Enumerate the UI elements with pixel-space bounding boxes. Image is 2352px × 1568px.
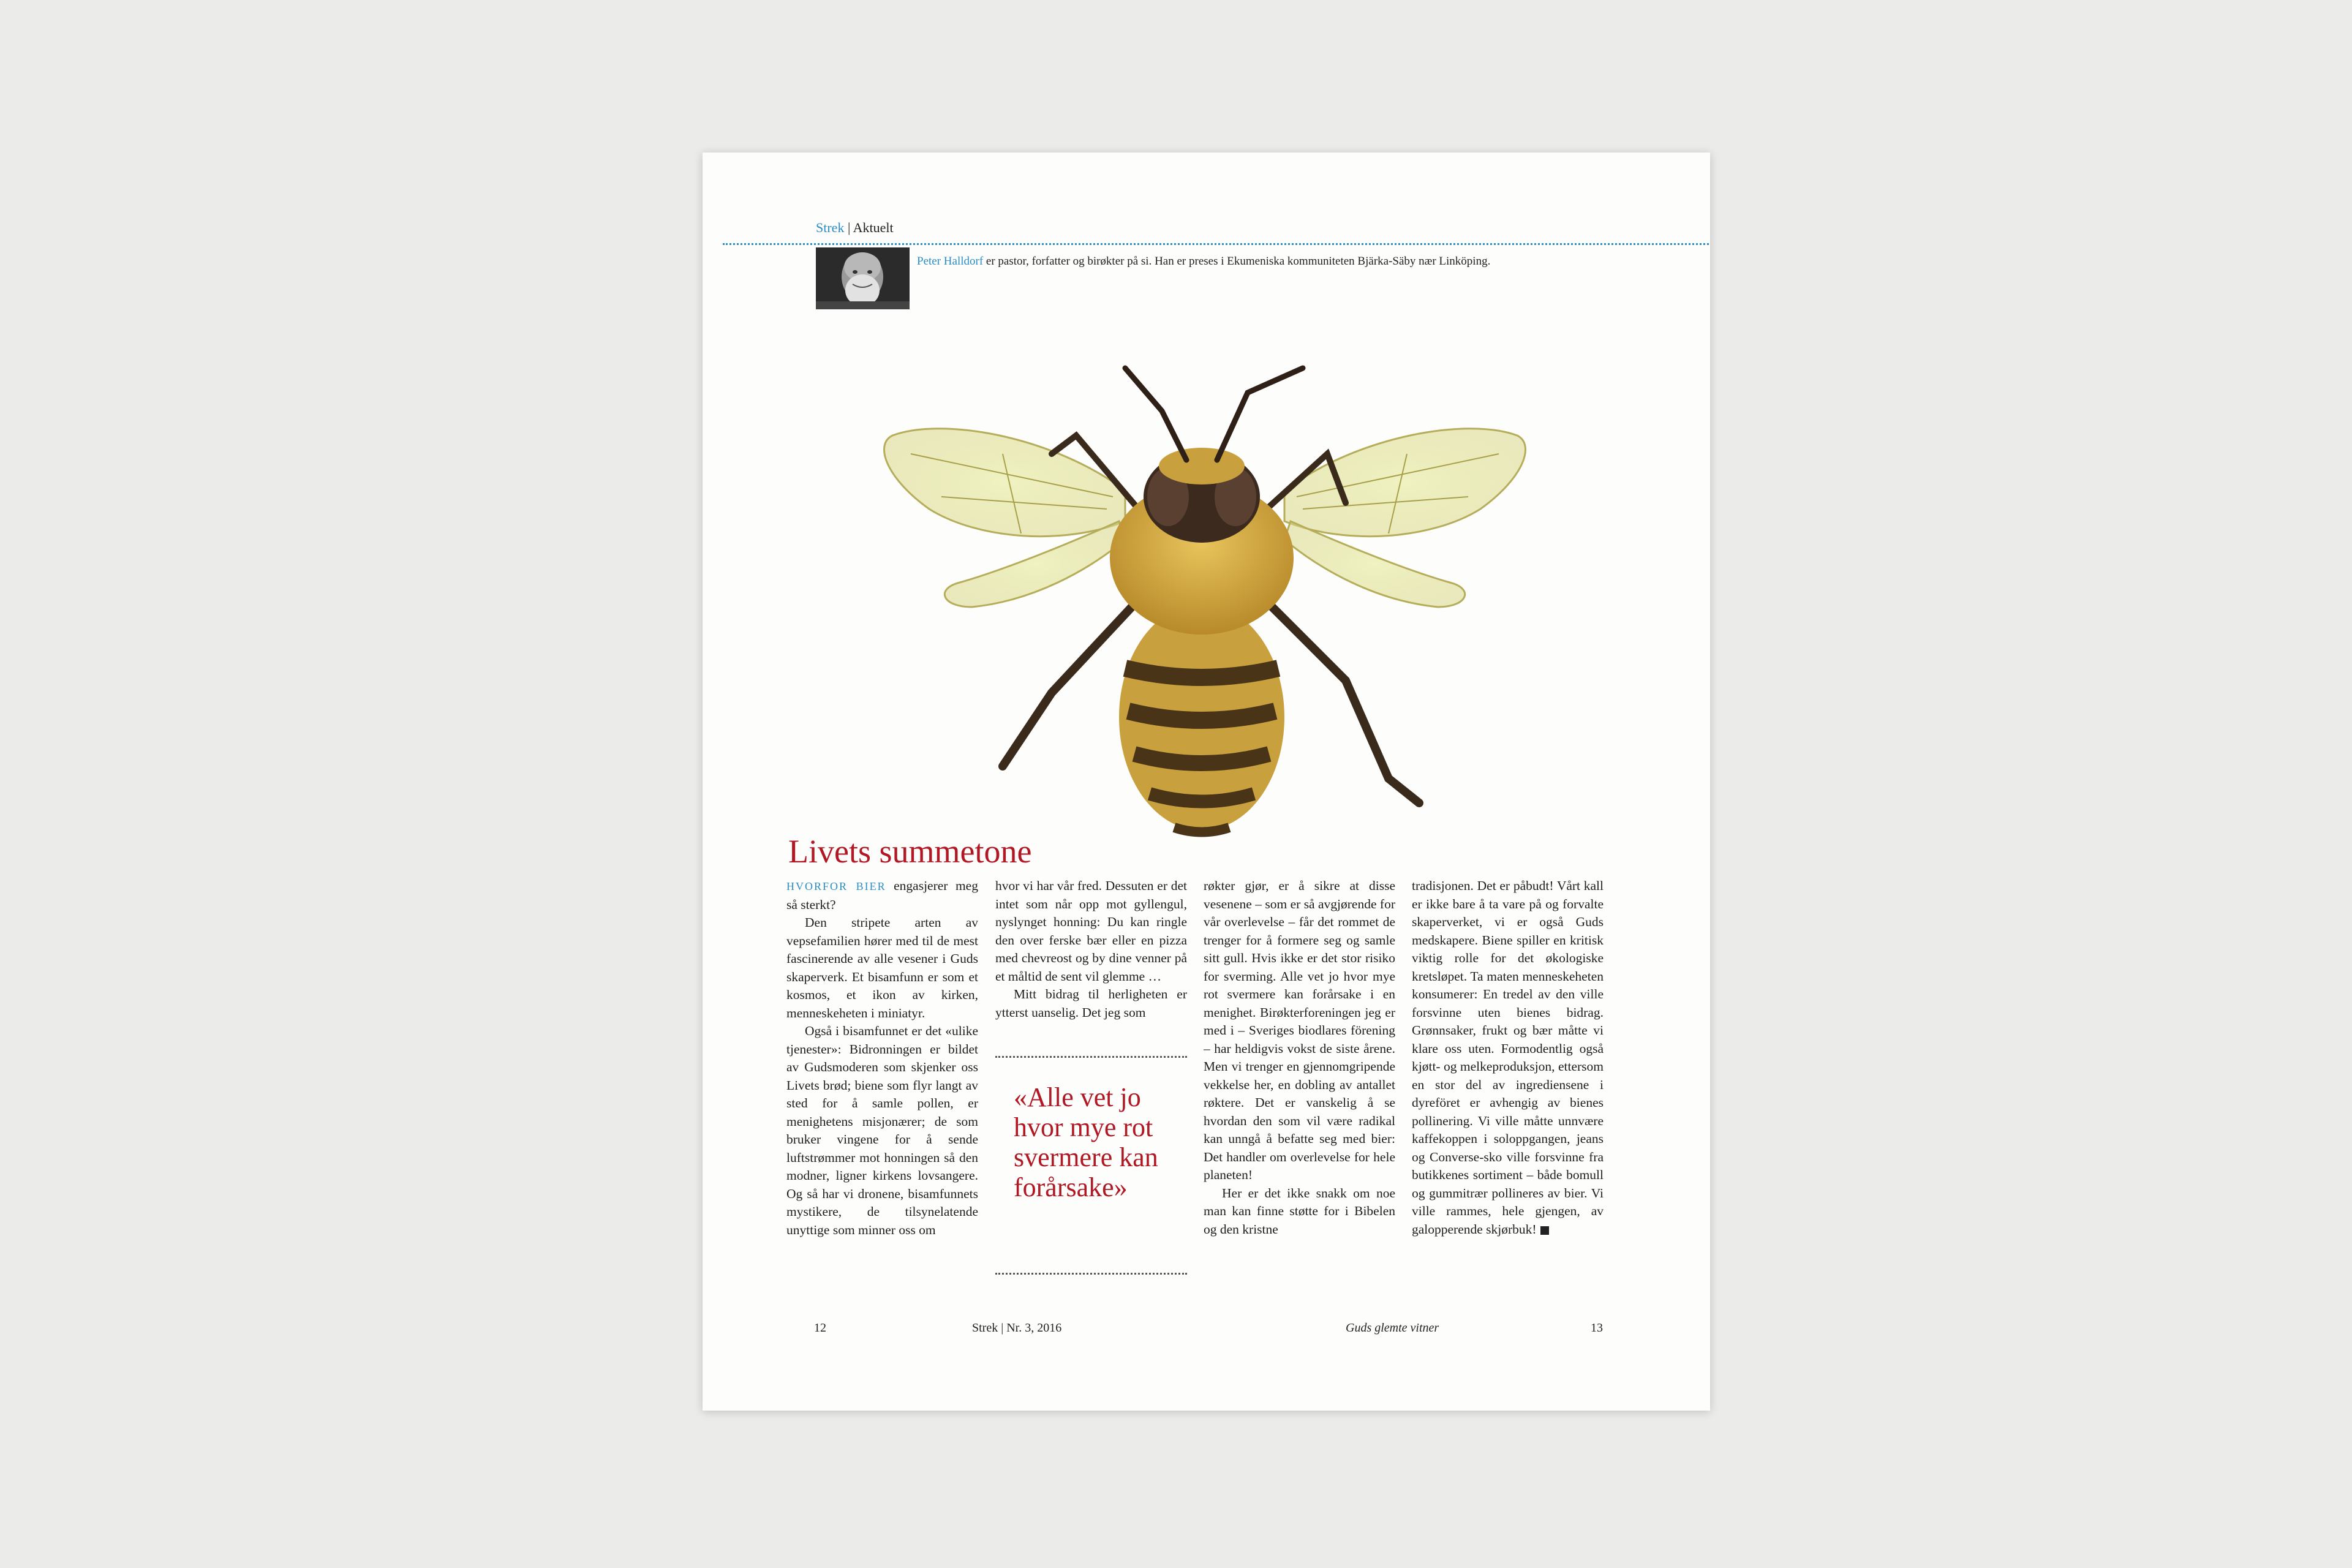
magazine-spread bbox=[703, 153, 1710, 1411]
page-number-left: 12 bbox=[814, 1321, 826, 1335]
paragraph: røkter gjør, er å sikre at disse vesenene – som er så avgjørende for vår overlevelse – får det rommet de trenger for å formere seg og samle sitt gull. Hvis ikke er det stor risiko for sverming. Alle vet jo hvor mye rot svermere kan forårsake i en menighet. Birøkterforeningen jeg er med i – Sveriges biodlares förening – har heldigvis vokst de siste årene. Men vi trenger en gjennomgripende vekkelse her, en dobling av antallet røktere. Det er vanskelig å se hvordan den som vil være radikal kan unngå å befatte seg med bier: Det handler om overlevelse for hele planeten! bbox=[1204, 878, 1395, 1182]
author-portrait bbox=[816, 247, 910, 309]
paragraph: Også i bisamfunnet er det «ulike tjenester»: Bidronningen er bildet av Gudsmoderen som skjenker oss Livets brød; biene som flyr langt av sted for å samle pollen, er menighetens misjonærer; de som bruker vingene for å sende luftstrømmer mot honningen så den modner, ligner kirkens lovsangere. Og så har vi dronene, bisamfunnets mystikere, de tilsynelatende unyttige som minner oss om bbox=[786, 1023, 978, 1237]
paragraph: Den stripete arten av vepsefamilien hører med til de mest fascinerende av alle vesener i Guds skaperverk. Et bisamfunn er som et kosmos, et ikon av kirken, menneskeheten i miniatyr. bbox=[786, 915, 978, 1020]
article-column-2 bbox=[995, 877, 1187, 1042]
pull-quote bbox=[995, 1056, 1187, 1275]
author-bio bbox=[917, 255, 1670, 268]
end-square-icon bbox=[1540, 1226, 1549, 1235]
footer-section-title: Guds glemte vitner bbox=[1346, 1321, 1439, 1335]
paragraph: Her er det ikke snakk om noe man kan finne støtte for i Bibelen og den kristne bbox=[1204, 1185, 1395, 1237]
lead-smallcaps: HVORFOR BIER bbox=[786, 880, 886, 892]
author-bio-text: er pastor, forfatter og birøkter på si. Han er preses i Ekumeniska kommuniteten Bjärka-Säby nær Linköping. bbox=[983, 255, 1491, 268]
bee-illustration bbox=[819, 313, 1585, 916]
lead-paragraph-text: engasjerer meg så sterkt? bbox=[786, 878, 978, 912]
article-column-1 bbox=[786, 877, 978, 1275]
author-name: Peter Halldorf bbox=[917, 255, 984, 268]
header-dotted-rule bbox=[723, 243, 1709, 245]
closing-paragraph-text: tradisjonen. Det er påbudt! Vårt kall er ikke bare å ta vare på og forvalte skaperverket, vi er også Guds medskapere. Biene spiller en kritisk viktig rolle for det økologiske kretsløpet. Ta maten menneskeheten konsumerer: En tredel av den ville forsvinne uten bienes bidrag. Grønnsaker, frukt og bær måtte vi klare oss uten. Formodentlig også kjøtt- og melkeproduksjon, ettersom en stor del av ingrediensene i dyreföret er avhengig av bienes pollinering. Vi ville måtte unnvære kaffekoppen i soloppgangen, jeans og Converse-sko ville forsvinne fra butikkenes sortiment – både bomull og gummitrær pollineres av bier. Vi ville rammes, hele gjengen, av galopperende skjørbuk! bbox=[1412, 878, 1604, 1237]
footer-magazine-issue: Strek | Nr. 3, 2016 bbox=[972, 1321, 1062, 1335]
article-headline: Livets summetone bbox=[788, 833, 1032, 870]
article-column-4 bbox=[1412, 877, 1604, 1275]
article-column-3 bbox=[1204, 877, 1395, 1275]
running-head-separator: | bbox=[844, 220, 853, 235]
running-head-section: Aktuelt bbox=[853, 220, 894, 235]
running-head bbox=[816, 220, 894, 236]
paragraph: hvor vi har vår fred. Dessuten er det intet som når opp mot gyllengul, nyslynget honning: Du kan ringle den over ferske bær eller en pizza med chevreost og by dine venner på et måltid de sent vil glemme … bbox=[995, 878, 1187, 984]
running-head-brand: Strek bbox=[816, 220, 845, 235]
pull-quote-text: «Alle vet jo hvor mye rot svermere kan forårsake» bbox=[1014, 1082, 1158, 1202]
closing-paragraph bbox=[1412, 877, 1604, 1238]
paragraph: Mitt bidrag til herligheten er ytterst uanselig. Det jeg som bbox=[995, 987, 1187, 1020]
lead-paragraph bbox=[786, 877, 978, 914]
page-number-right: 13 bbox=[1591, 1321, 1603, 1335]
